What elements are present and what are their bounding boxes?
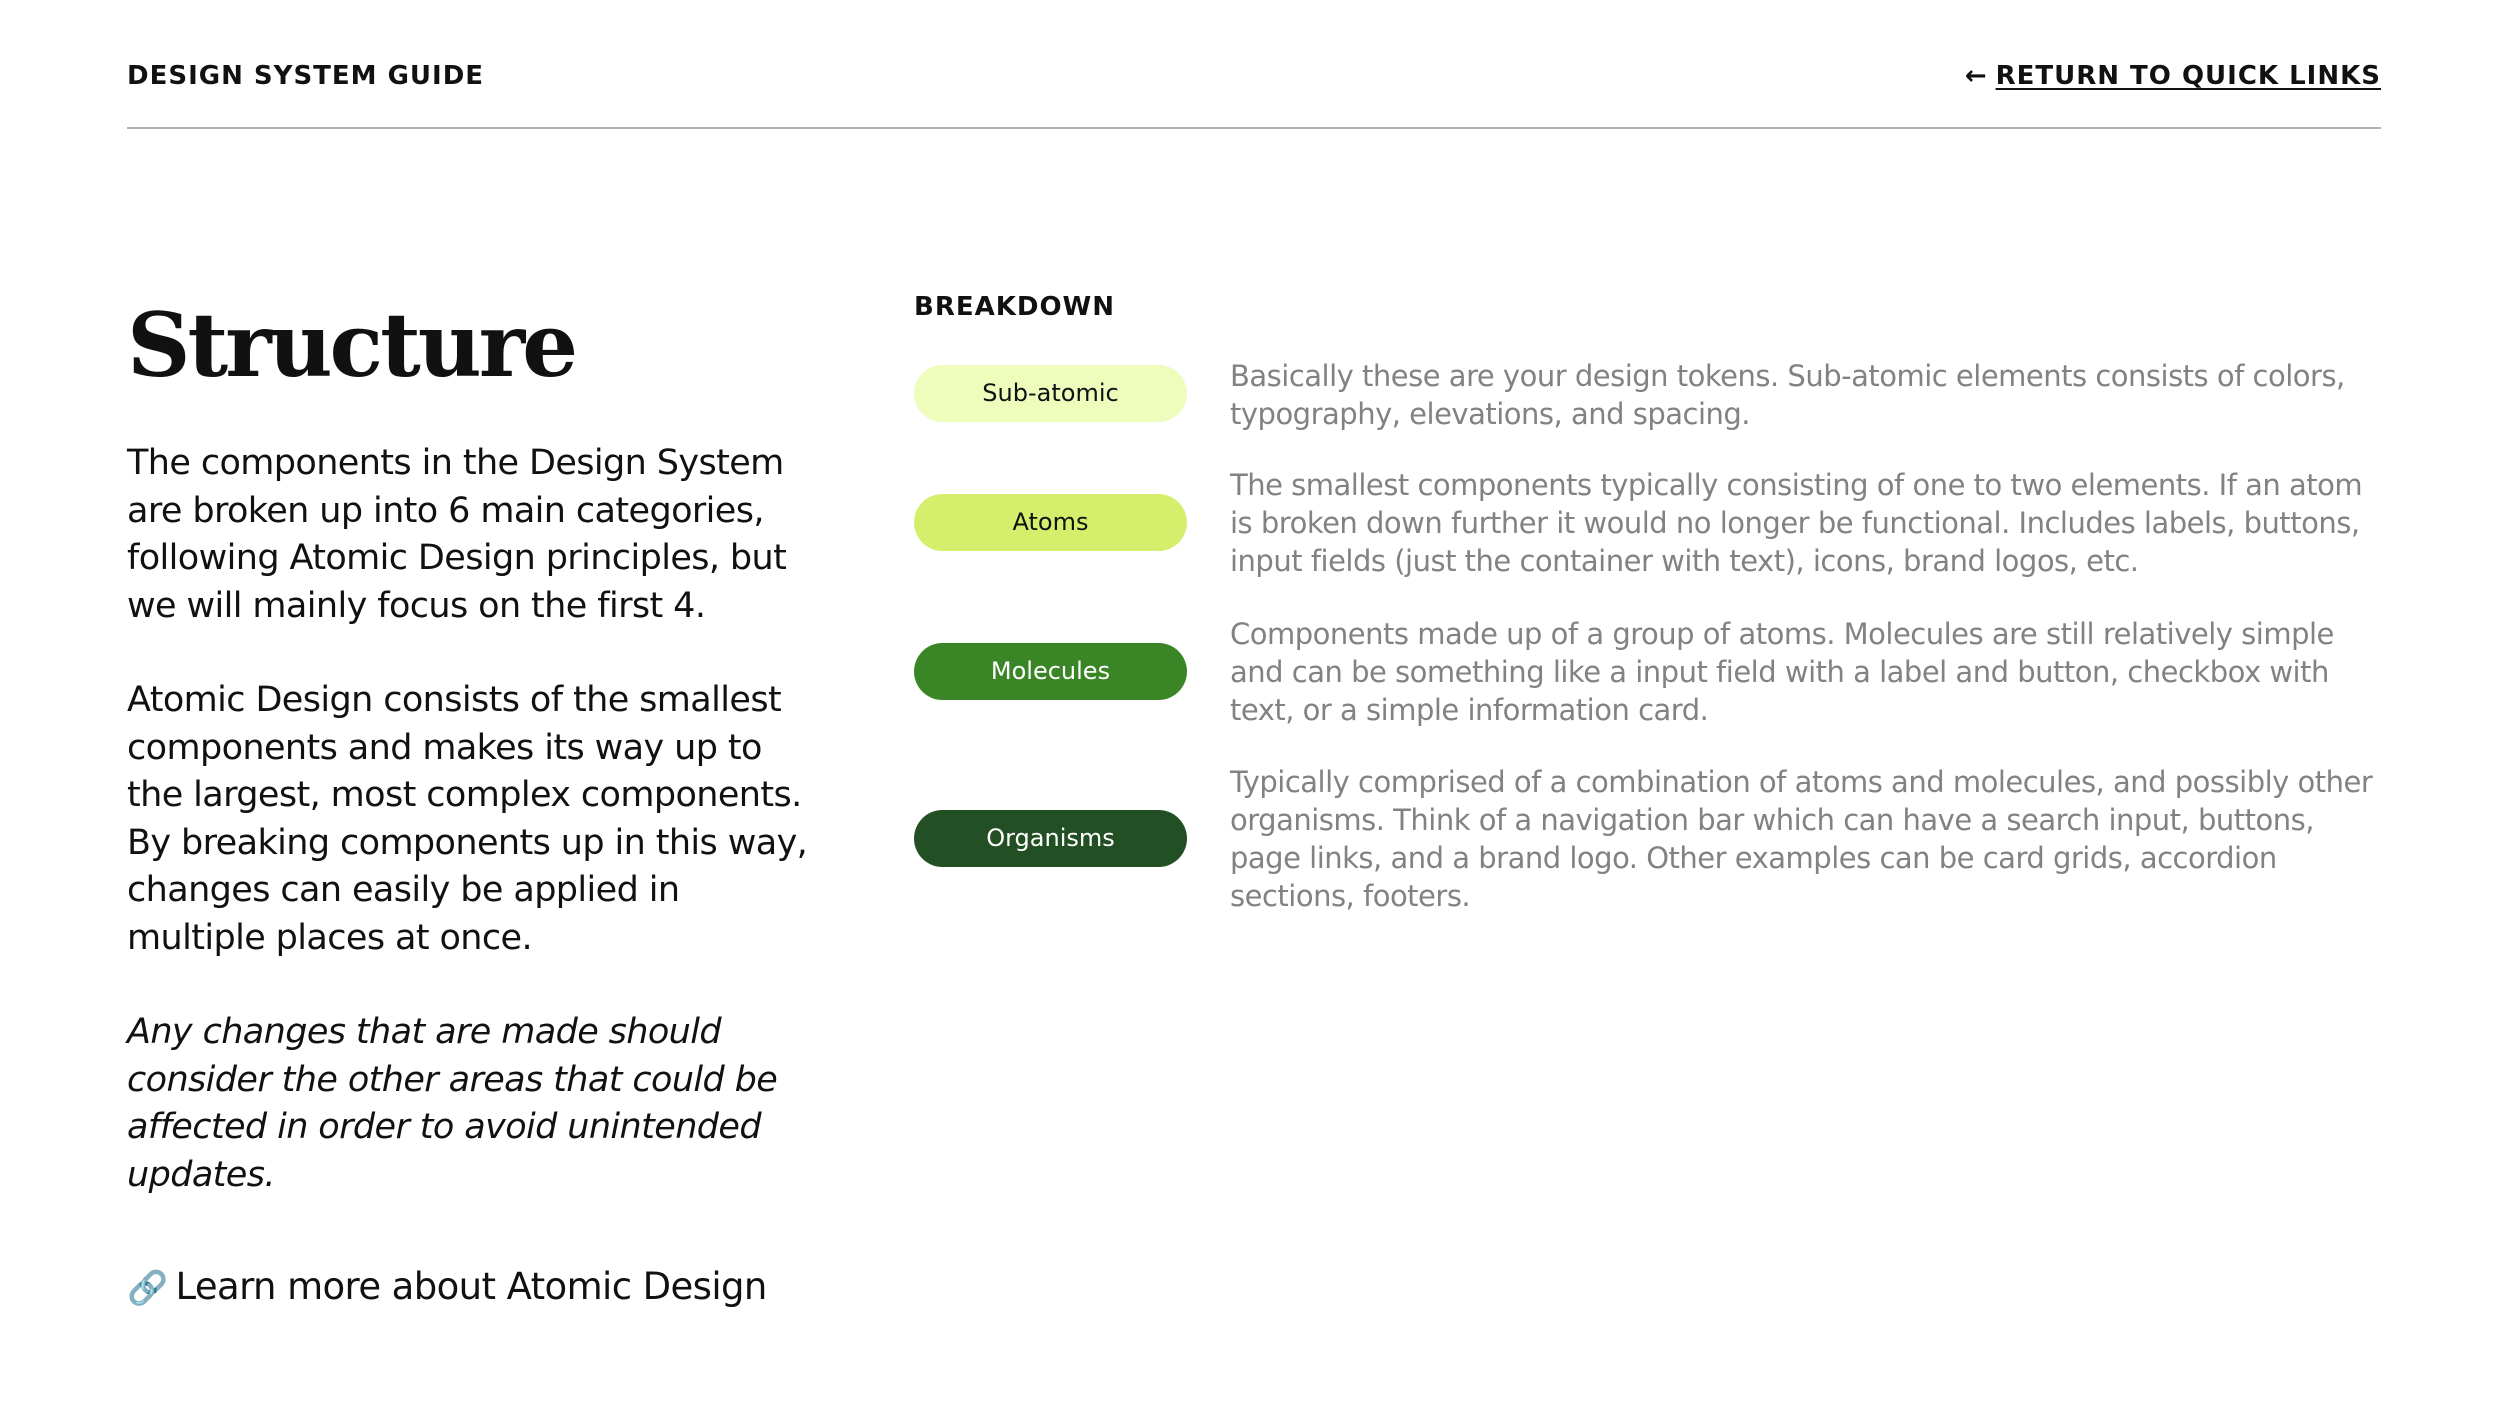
link-icon: 🔗 xyxy=(127,1268,168,1307)
brand-title: DESIGN SYSTEM GUIDE xyxy=(127,61,485,91)
warning-paragraph: Any changes that are made should consider the other areas that could be affected in order to avoid unintended updates. xyxy=(127,1012,778,1195)
atoms-description: The smallest components typically consisting of one to two elements. If an atom is broken down further it would no longer be functional. Includes labels, buttons, input fields (just the container with text), icons, brand logos, etc. xyxy=(1230,468,2363,578)
learn-more-atomic-design-link[interactable] xyxy=(127,1262,767,1313)
header-divider xyxy=(127,127,2381,129)
organisms-description: Typically comprised of a combination of atoms and molecules, and possibly other organisms. Think of a navigation bar which can have a search input, buttons, page links, and a brand logo. Other examples can be card grids, accordion sections, footers. xyxy=(1230,765,2373,913)
atoms-pill: Atoms xyxy=(914,494,1187,551)
structure-section xyxy=(127,290,817,1199)
sub-atomic-description: Basically these are your design tokens. Sub-atomic elements consists of colors, typography, elevations, and spacing. xyxy=(1230,359,2345,431)
atomic-design-paragraph: Atomic Design consists of the smallest components and makes its way up to the largest, most complex components. By breaking components up in this way, changes can easily be applied in multiple places at once. xyxy=(127,680,808,958)
molecules-pill: Molecules xyxy=(914,643,1187,700)
page-title: Structure xyxy=(127,293,576,397)
breakdown-heading: BREAKDOWN xyxy=(914,292,1115,322)
intro-paragraph: The components in the Design System are broken up into 6 main categories, following Atomic Design principles, but we will mainly focus on the first 4. xyxy=(127,443,787,626)
organisms-pill: Organisms xyxy=(914,810,1187,867)
left-arrow-icon: ← xyxy=(1964,61,1988,91)
top-header xyxy=(127,58,2381,94)
molecules-description: Components made up of a group of atoms. Molecules are still relatively simple and can be something like a input field with a label and button, checkbox with text, or a simple information card. xyxy=(1230,617,2334,727)
return-to-quick-links-link[interactable] xyxy=(1965,58,2381,94)
learn-more-label: Learn more about Atomic Design xyxy=(175,1265,767,1308)
sub-atomic-pill: Sub-atomic xyxy=(914,365,1187,422)
return-link-label: RETURN TO QUICK LINKS xyxy=(1995,61,2381,91)
